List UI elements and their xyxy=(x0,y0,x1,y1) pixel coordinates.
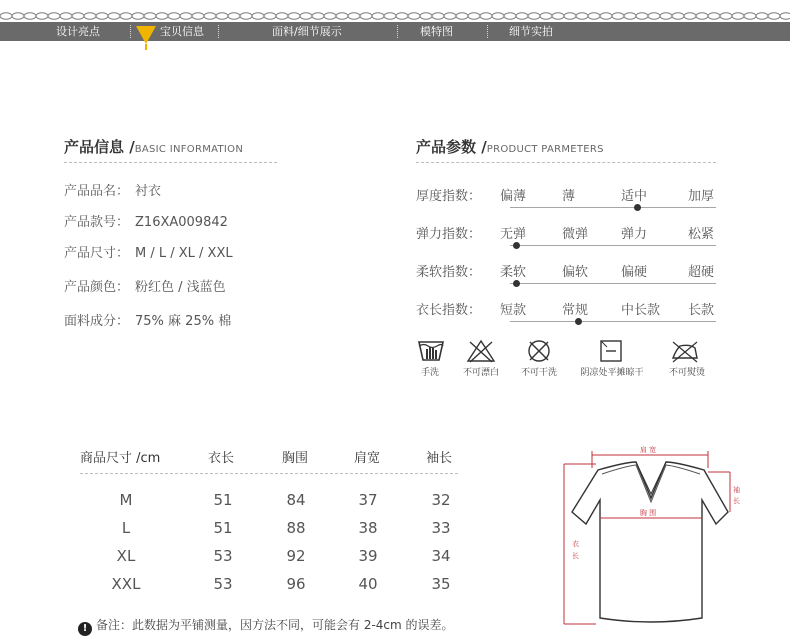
param-track xyxy=(510,321,716,322)
no-iron-icon xyxy=(670,338,700,364)
size-table-value-cell: 33 xyxy=(431,519,451,537)
care-label: 不可熨烫 xyxy=(668,368,705,378)
care-label: 不可干洗 xyxy=(520,368,557,378)
size-table-header-size: 商品尺寸 /cm xyxy=(80,451,161,466)
size-table-value-cell: 32 xyxy=(431,491,451,509)
no-dry-clean-icon xyxy=(524,338,554,364)
size-table-header-length: 衣长 xyxy=(208,451,235,466)
divider xyxy=(416,162,716,163)
nav-separator xyxy=(218,25,219,38)
size-table-value-cell: 96 xyxy=(286,575,306,593)
nav-item-design-highlights[interactable]: 设计亮点 xyxy=(56,25,100,38)
param-option: 适中 xyxy=(621,189,648,204)
shirt-measurement-diagram xyxy=(556,440,746,640)
size-table-value-cell: 51 xyxy=(213,519,233,537)
size-table-value-cell: 53 xyxy=(213,547,233,565)
size-table-header-shoulder: 肩宽 xyxy=(354,451,381,466)
shirt-outline xyxy=(572,462,728,622)
nav-item-detail-shots[interactable]: 细节实拍 xyxy=(509,25,553,38)
param-indicator-dot xyxy=(513,242,520,249)
size-table-header-chest: 胸围 xyxy=(282,451,309,466)
info-row-colors: 产品颜色： 粉红色 / 浅蓝色 xyxy=(64,280,226,295)
diagram-length-label-2: 长 xyxy=(572,552,579,560)
param-option: 偏硬 xyxy=(621,265,648,280)
chain-border-decoration xyxy=(0,10,790,22)
param-track xyxy=(510,283,716,284)
size-table-value-cell: 38 xyxy=(358,519,378,537)
measurement-note xyxy=(78,616,454,636)
size-table-value-cell: 53 xyxy=(213,575,233,593)
care-label: 阴凉处平摊晾干 xyxy=(580,368,644,378)
param-option: 长款 xyxy=(688,303,715,318)
param-option: 薄 xyxy=(562,189,576,204)
size-table-value-cell: 88 xyxy=(286,519,306,537)
diagram-sleeve-label-2: 长 xyxy=(733,497,740,505)
divider xyxy=(80,473,458,474)
size-table-value-cell: 92 xyxy=(286,547,306,565)
param-option: 无弹 xyxy=(500,227,527,242)
param-option: 偏薄 xyxy=(500,189,527,204)
param-label: 衣长指数： xyxy=(416,303,482,318)
size-table-size-cell: XXL xyxy=(111,575,141,593)
diagram-shoulder-label: 肩 宽 xyxy=(639,446,657,454)
param-option: 柔软 xyxy=(500,265,527,280)
divider xyxy=(64,162,277,163)
param-option: 超硬 xyxy=(688,265,715,280)
size-table-value-cell: 40 xyxy=(358,575,378,593)
diagram-sleeve-label-1: 袖 xyxy=(733,486,740,494)
size-table-value-cell: 35 xyxy=(431,575,451,593)
size-table-value-cell: 51 xyxy=(213,491,233,509)
param-label: 弹力指数： xyxy=(416,227,482,242)
nav-item-model-photos[interactable]: 模特图 xyxy=(420,25,453,38)
care-label: 不可漂白 xyxy=(462,368,499,378)
param-option: 短款 xyxy=(500,303,527,318)
nav-item-fabric-details[interactable]: 面料/细节展示 xyxy=(272,25,342,38)
size-table-value-cell: 34 xyxy=(431,547,451,565)
param-option: 松紧 xyxy=(688,227,715,242)
param-track xyxy=(510,207,716,208)
product-info-title: 产品信息 /BASIC INFORMATION xyxy=(64,138,244,156)
param-option: 中长款 xyxy=(621,303,661,318)
warning-icon: ! xyxy=(78,622,92,636)
diagram-chest-label: 胸 围 xyxy=(639,509,657,517)
param-option: 微弹 xyxy=(562,227,589,242)
param-label: 柔软指数： xyxy=(416,265,482,280)
care-label: 手洗 xyxy=(420,368,439,378)
param-option: 偏软 xyxy=(562,265,589,280)
top-nav-bar xyxy=(0,22,790,41)
param-indicator-dot xyxy=(575,318,582,325)
nav-separator xyxy=(130,25,131,38)
param-option: 加厚 xyxy=(688,189,715,204)
shade-flat-dry-icon xyxy=(596,338,626,364)
size-table-size-cell: XL xyxy=(116,547,136,565)
no-bleach-icon xyxy=(466,338,496,364)
info-row-fabric: 面料成分： 75% 麻 25% 棉 xyxy=(64,314,232,329)
hand-wash-icon xyxy=(416,338,446,364)
size-table-value-cell: 39 xyxy=(358,547,378,565)
size-table-value-cell: 84 xyxy=(286,491,306,509)
param-label: 厚度指数： xyxy=(416,189,482,204)
nav-separator xyxy=(487,25,488,38)
note-text: 备注：此数据为平铺测量，因方法不同，可能会有 2-4cm 的误差。 xyxy=(96,618,454,632)
info-row-style-no: 产品款号： Z16XA009842 xyxy=(64,215,228,230)
active-nav-marker-icon xyxy=(136,24,156,50)
nav-item-product-info[interactable]: 宝贝信息 xyxy=(160,25,204,38)
info-row-sizes: 产品尺寸： M / L / XL / XXL xyxy=(64,246,233,261)
param-track xyxy=(510,245,716,246)
param-indicator-dot xyxy=(513,280,520,287)
size-table-value-cell: 37 xyxy=(358,491,378,509)
param-indicator-dot xyxy=(634,204,641,211)
product-params-title: 产品参数 /PRODUCT PARMETERS xyxy=(416,138,604,156)
param-option: 常规 xyxy=(562,303,589,318)
size-table-size-cell: L xyxy=(121,519,131,537)
diagram-length-label-1: 衣 xyxy=(572,540,579,548)
info-row-name: 产品品名： 衬衣 xyxy=(64,184,162,199)
size-table-header-sleeve: 袖长 xyxy=(426,451,453,466)
size-table-size-cell: M xyxy=(119,491,133,509)
param-option: 弹力 xyxy=(621,227,648,242)
nav-separator xyxy=(397,25,398,38)
